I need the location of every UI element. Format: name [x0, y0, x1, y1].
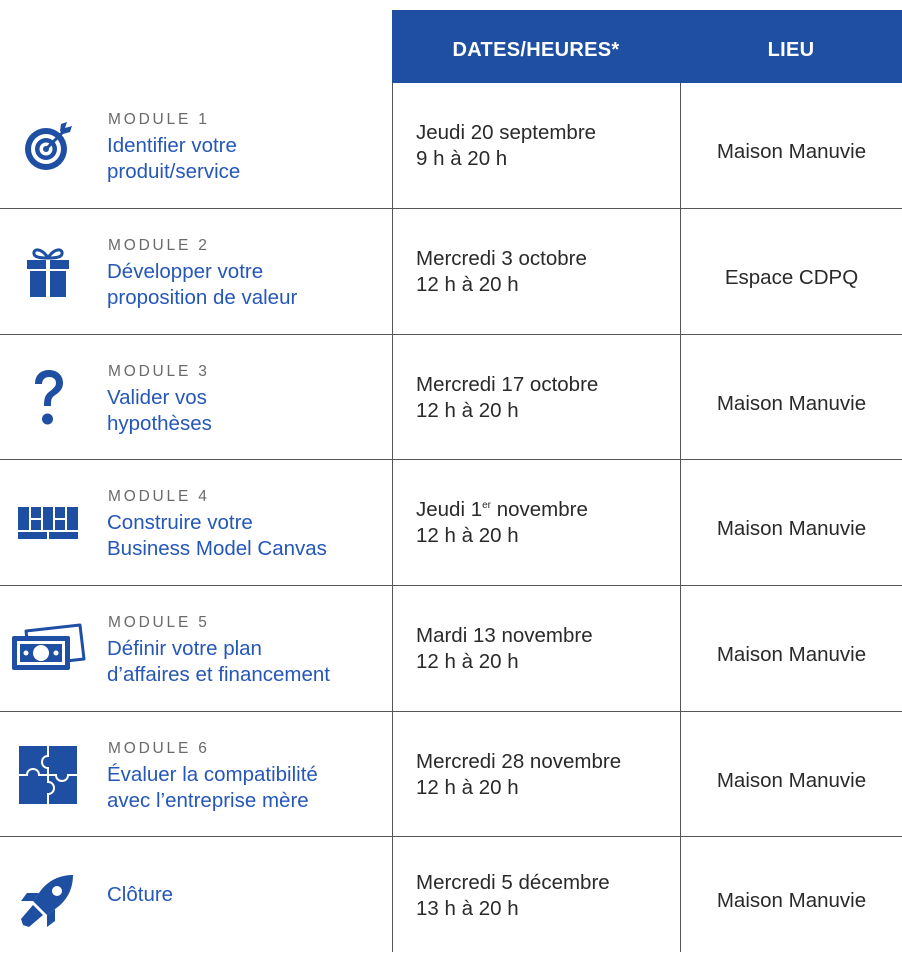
module-title	[107, 762, 387, 814]
module-lieu: Maison Manuvie	[716, 392, 867, 415]
table-row-cloture	[0, 837, 902, 962]
module-date	[416, 623, 686, 675]
module-title	[107, 636, 387, 688]
date-line	[416, 497, 686, 523]
module-title-line: Valider vos	[107, 386, 207, 409]
module-lieu: Maison Manuvie	[716, 889, 867, 912]
table-row-module-6	[0, 712, 902, 837]
module-date	[416, 372, 686, 424]
module-title-line: d’affaires et financement	[107, 663, 330, 686]
module-title-line: proposition de valeur	[107, 286, 298, 309]
module-title	[107, 882, 387, 908]
date-ordinal: er	[482, 500, 492, 512]
time-line: 12 h à 20 h	[416, 776, 519, 799]
module-title-line: avec l’entreprise mère	[107, 789, 309, 812]
module-title-line: Définir votre plan	[107, 637, 262, 660]
module-number: MODULE 4	[108, 488, 210, 505]
target-icon	[0, 83, 96, 208]
module-number: MODULE 5	[108, 614, 210, 631]
module-title	[107, 259, 387, 311]
module-lieu: Maison Manuvie	[716, 517, 867, 540]
header-lieu: LIEU	[767, 39, 815, 61]
rocket-icon	[0, 837, 96, 962]
module-lieu: Maison Manuvie	[716, 643, 867, 666]
module-lieu: Espace CDPQ	[724, 266, 859, 289]
module-title-line: produit/service	[107, 160, 241, 183]
date-line: Mercredi 28 novembre	[416, 750, 622, 773]
module-number: MODULE 6	[108, 740, 210, 757]
module-number: MODULE 1	[108, 111, 210, 128]
table-row-module-2	[0, 209, 902, 334]
canvas-grid-icon	[0, 460, 96, 585]
date-line: Jeudi 20 septembre	[416, 121, 597, 144]
module-date	[416, 749, 686, 801]
module-title-line: Clôture	[107, 883, 174, 906]
table-row-module-3	[0, 335, 902, 460]
table-header	[392, 10, 902, 83]
module-title-line: Identifier votre	[107, 134, 237, 157]
module-title	[107, 385, 387, 437]
time-line: 12 h à 20 h	[416, 399, 519, 422]
module-title-line: Business Model Canvas	[107, 537, 327, 560]
header-dates-heures: DATES/HEURES*	[452, 39, 620, 61]
module-title	[107, 510, 387, 562]
table-row-module-1	[0, 83, 902, 208]
puzzle-icon	[0, 712, 96, 837]
time-line: 9 h à 20 h	[416, 147, 508, 170]
module-date	[416, 497, 686, 549]
time-line: 13 h à 20 h	[416, 897, 519, 920]
module-lieu: Maison Manuvie	[716, 769, 867, 792]
time-line: 12 h à 20 h	[416, 273, 519, 296]
module-title-line: Évaluer la compatibilité	[107, 763, 318, 786]
time-line: 12 h à 20 h	[416, 650, 519, 673]
date-line: Mercredi 17 octobre	[416, 373, 599, 396]
date-line: Mardi 13 novembre	[416, 624, 593, 647]
module-title-line: Construire votre	[107, 511, 253, 534]
module-date	[416, 246, 686, 298]
question-mark-icon	[0, 335, 96, 460]
module-title-line: hypothèses	[107, 412, 212, 435]
module-lieu: Maison Manuvie	[716, 140, 867, 163]
gift-icon	[0, 209, 96, 334]
module-date	[416, 870, 686, 922]
date-line: Mercredi 3 octobre	[416, 247, 587, 270]
module-date	[416, 120, 686, 172]
module-title	[107, 133, 387, 185]
module-title-line: Développer votre	[107, 260, 264, 283]
date-prefix: Jeudi 1	[416, 498, 483, 521]
time-line: 12 h à 20 h	[416, 524, 519, 547]
date-suffix: novembre	[491, 498, 588, 521]
module-number: MODULE 2	[108, 237, 210, 254]
module-number: MODULE 3	[108, 363, 210, 380]
money-bills-icon	[0, 586, 96, 711]
table-row-module-5	[0, 586, 902, 711]
date-line: Mercredi 5 décembre	[416, 871, 610, 894]
table-row-module-4	[0, 460, 902, 585]
